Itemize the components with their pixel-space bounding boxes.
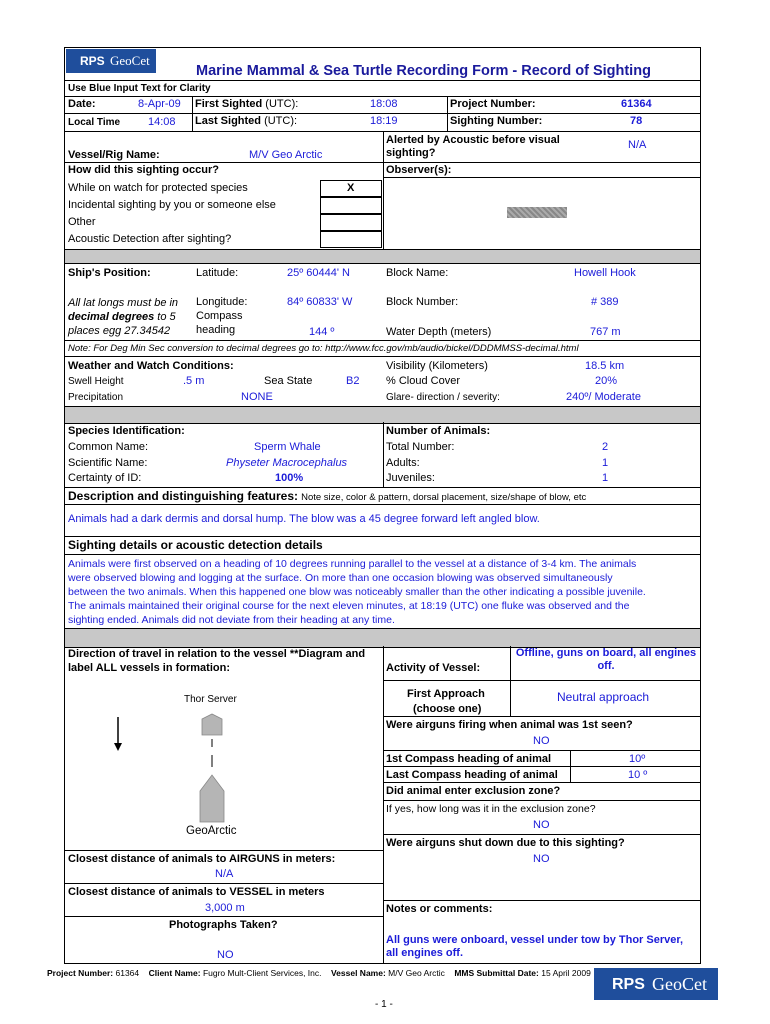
- form-title: Marine Mammal & Sea Turtle Recording Form - Record of Sighting: [196, 63, 651, 79]
- water-depth-label: Water Depth (meters): [386, 326, 492, 338]
- diagram-drawing: [100, 705, 260, 830]
- glare-label: Glare- direction / severity:: [386, 392, 500, 403]
- how-checkbox-3[interactable]: [320, 214, 382, 231]
- details-line-2[interactable]: were observed blowing and logging at the surface. On more than one occasion blowing was observed simultaneously: [68, 572, 613, 584]
- footer-project-value: 61364: [115, 968, 140, 978]
- sea-state-label: Sea State: [264, 375, 313, 387]
- footer-mms-value: 15 April 2009: [541, 968, 591, 978]
- logo-bottom-rps: RPS: [612, 976, 645, 993]
- species-label: Species Identification:: [68, 425, 185, 437]
- compass-value[interactable]: 144 º: [309, 326, 335, 338]
- approach-label-1: First Approach: [407, 688, 485, 700]
- latitude-value[interactable]: 25º 60444' N: [287, 267, 350, 279]
- juveniles-value[interactable]: 1: [602, 472, 609, 484]
- visibility-label: Visibility (Kilometers): [386, 360, 488, 372]
- total-label: Total Number:: [386, 441, 455, 453]
- blue-text-note: Use Blue Input Text for Clarity: [68, 83, 211, 94]
- logo-bottom: [594, 968, 718, 1000]
- first-heading-label: 1st Compass heading of animal: [386, 753, 552, 765]
- first-sighted-label: First Sighted: [195, 98, 263, 110]
- last-heading-value[interactable]: 10 º: [628, 769, 648, 781]
- weather-label: Weather and Watch Conditions:: [68, 360, 234, 372]
- vessel-label: Vessel/Rig Name:: [68, 149, 160, 161]
- approach-label-2: (choose one): [413, 703, 482, 715]
- description-label: Description and distinguishing features:: [68, 489, 299, 503]
- first-sighted-value[interactable]: 18:08: [370, 98, 398, 110]
- date-value[interactable]: 8-Apr-09: [138, 98, 181, 110]
- closest-vessel-label: Closest distance of animals to VESSEL in meters: [68, 886, 325, 898]
- block-number-label: Block Number:: [386, 296, 459, 308]
- latlong-note-3: places egg 27.34542: [68, 325, 171, 337]
- closest-airguns-label: Closest distance of animals to AIRGUNS in meters:: [68, 853, 336, 865]
- observer-redacted-box: [507, 207, 567, 218]
- details-line-1[interactable]: Animals were first observed on a heading of 10 degrees running parallel to the vessel at a distance of 3-4 km. The animals: [68, 558, 637, 570]
- logo-top: [66, 49, 156, 73]
- water-depth-value[interactable]: 767 m: [590, 326, 621, 338]
- first-sighted-utc: (UTC):: [265, 98, 299, 110]
- block-name-label: Block Name:: [386, 267, 449, 279]
- notes-text[interactable]: All guns were onboard, vessel under tow by Thor Server, all engines off.: [386, 934, 684, 960]
- project-number-value[interactable]: 61364: [621, 98, 652, 110]
- geoarctic-ship-icon: [200, 775, 224, 822]
- latlong-note-1: All lat longs must be in: [68, 297, 179, 309]
- vessel-value[interactable]: M/V Geo Arctic: [249, 149, 323, 161]
- latlong-note-2a: decimal degrees: [68, 311, 155, 323]
- first-sighted: [195, 98, 298, 111]
- local-time-label: Local Time: [68, 117, 121, 128]
- logo-rps: RPS: [80, 54, 105, 68]
- details-line-4[interactable]: The animals maintained their original course for the next eleven minutes, at 18:19 (UTC) one fluke was observed and the: [68, 600, 630, 612]
- footer-project-label: Project Number:: [47, 968, 114, 978]
- glare-value[interactable]: 240º/ Moderate: [566, 391, 641, 403]
- certainty-label: Certainty of ID:: [68, 472, 142, 484]
- compass-label-1: Compass: [196, 310, 243, 322]
- shutdown-value[interactable]: NO: [533, 853, 550, 865]
- footer-line: [47, 968, 591, 978]
- airguns-firing-label: Were airguns firing when animal was 1st seen?: [386, 719, 633, 731]
- juveniles-label: Juveniles:: [386, 472, 435, 484]
- description-text[interactable]: Animals had a dark dermis and dorsal hump. The blow was a 45 degree forward left angled blow.: [68, 513, 540, 525]
- alerted-label: Alerted by Acoustic before visual sighting?: [386, 134, 560, 160]
- footer-vessel-value: M/V Geo Arctic: [388, 968, 445, 978]
- thor-server-label: Thor Server: [184, 694, 237, 705]
- how-question: How did this sighting occur?: [68, 164, 219, 176]
- adults-label: Adults:: [386, 457, 420, 469]
- how-option-4: Acoustic Detection after sighting?: [68, 233, 232, 245]
- closest-airguns-value[interactable]: N/A: [215, 868, 234, 880]
- description-hint: Note size, color & pattern, dorsal placement, size/shape of blow, etc: [301, 492, 587, 503]
- cloud-value[interactable]: 20%: [595, 375, 618, 387]
- geoarctic-label: GeoArctic: [186, 825, 237, 837]
- last-sighted-label: Last Sighted: [195, 115, 262, 127]
- thor-server-ship-icon: [202, 714, 222, 735]
- exclusion-value[interactable]: NO: [533, 819, 550, 831]
- how-option-1-mark: X: [347, 182, 355, 194]
- exclusion-time-label: If yes, how long was it in the exclusion zone?: [386, 803, 596, 815]
- visibility-value[interactable]: 18.5 km: [585, 360, 625, 372]
- how-checkbox-4[interactable]: [320, 231, 382, 248]
- last-heading-label: Last Compass heading of animal: [386, 769, 558, 781]
- how-checkbox-2[interactable]: [320, 197, 382, 214]
- last-sighted-utc: (UTC):: [264, 115, 298, 127]
- precip-label: Precipitation: [68, 392, 124, 403]
- number-label: Number of Animals:: [386, 425, 491, 437]
- common-name-value[interactable]: Sperm Whale: [254, 441, 321, 453]
- precip-value[interactable]: NONE: [241, 391, 273, 403]
- how-option-2: Incidental sighting by you or someone else: [68, 199, 276, 211]
- first-heading-value[interactable]: 10º: [629, 753, 646, 765]
- exclusion-label: Did animal enter exclusion zone?: [386, 785, 561, 797]
- approach-value[interactable]: Neutral approach: [557, 690, 650, 704]
- adults-value[interactable]: 1: [602, 457, 609, 469]
- activity-label: Activity of Vessel:: [386, 662, 481, 674]
- photos-label: Photographs Taken?: [169, 919, 278, 931]
- diagram-label-2: label ALL vessels in formation:: [68, 662, 230, 674]
- date-label: Date:: [68, 98, 96, 110]
- sighting-number-value[interactable]: 78: [630, 115, 643, 127]
- longitude-value[interactable]: 84º 60833' W: [287, 296, 353, 308]
- observers-label: Observer(s):: [386, 164, 452, 176]
- details-line-5[interactable]: sighting ended. Animals did not deviate from their heading at any time.: [68, 614, 395, 626]
- scientific-name-label: Scientific Name:: [68, 457, 148, 469]
- details-label: Sighting details or acoustic detection details: [68, 538, 323, 552]
- conversion-note: Note: For Deg Min Sec conversion to decimal degrees go to: http://www.fcc.gov/mb/audio/bickel/DDDMMSS-decimal.html: [68, 343, 579, 354]
- project-number-label: Project Number:: [450, 98, 536, 110]
- gray-band-2: [65, 249, 700, 264]
- footer-mms-label: MMS Submittal Date:: [454, 968, 539, 978]
- last-sighted-value[interactable]: 18:19: [370, 115, 398, 127]
- last-sighted: [195, 115, 297, 128]
- sea-state-value[interactable]: B2: [346, 375, 360, 387]
- details-line-3[interactable]: between the two animals. When this happened one blow was noticeably smaller than the other indicating a possible juvenile.: [68, 586, 646, 598]
- how-option-1: While on watch for protected species: [68, 182, 248, 194]
- logo-bottom-geocet: GeoCet: [652, 974, 707, 994]
- certainty-value[interactable]: 100%: [275, 472, 304, 484]
- activity-value[interactable]: Offline, guns on board, all engines off.: [515, 647, 697, 673]
- diagram-label-1: Direction of travel in relation to the vessel **Diagram and: [68, 648, 366, 660]
- alerted-value[interactable]: N/A: [628, 139, 647, 151]
- local-time-value[interactable]: 14:08: [148, 116, 176, 128]
- latlong-note-2b: to 5: [154, 311, 176, 323]
- scientific-name-value[interactable]: Physeter Macrocephalus: [226, 457, 348, 469]
- notes-label: Notes or comments:: [386, 903, 493, 915]
- cloud-label: % Cloud Cover: [386, 375, 460, 387]
- footer-client-value: Fugro Mult-Client Services, Inc.: [202, 968, 322, 978]
- page-number: - 1 -: [375, 999, 393, 1010]
- latitude-label: Latitude:: [196, 267, 239, 279]
- direction-arrow-icon: [114, 717, 122, 751]
- common-name-label: Common Name:: [68, 441, 149, 453]
- shutdown-label: Were airguns shut down due to this sighting?: [386, 837, 625, 849]
- how-option-3: Other: [68, 216, 96, 228]
- footer-vessel-label: Vessel Name:: [330, 968, 386, 978]
- longitude-label: Longitude:: [196, 296, 248, 308]
- block-name-value[interactable]: Howell Hook: [574, 267, 636, 279]
- logo-geocet: GeoCet: [110, 53, 150, 68]
- photos-value[interactable]: NO: [217, 949, 234, 961]
- swell-label: Swell Height: [68, 376, 124, 387]
- ships-position-label: Ship's Position:: [68, 267, 151, 279]
- closest-vessel-value[interactable]: 3,000 m: [205, 902, 245, 914]
- airguns-firing-value[interactable]: NO: [533, 735, 550, 747]
- sighting-number-label: Sighting Number:: [450, 115, 543, 127]
- total-value[interactable]: 2: [602, 441, 609, 453]
- gray-band-4: [65, 628, 700, 648]
- footer-client-label: Client Name:: [148, 968, 201, 978]
- latlong-note-2: [68, 311, 176, 324]
- description-header: [68, 489, 586, 504]
- swell-value[interactable]: .5 m: [183, 375, 205, 387]
- compass-label-2: heading: [196, 324, 236, 336]
- block-number-value[interactable]: # 389: [591, 296, 619, 308]
